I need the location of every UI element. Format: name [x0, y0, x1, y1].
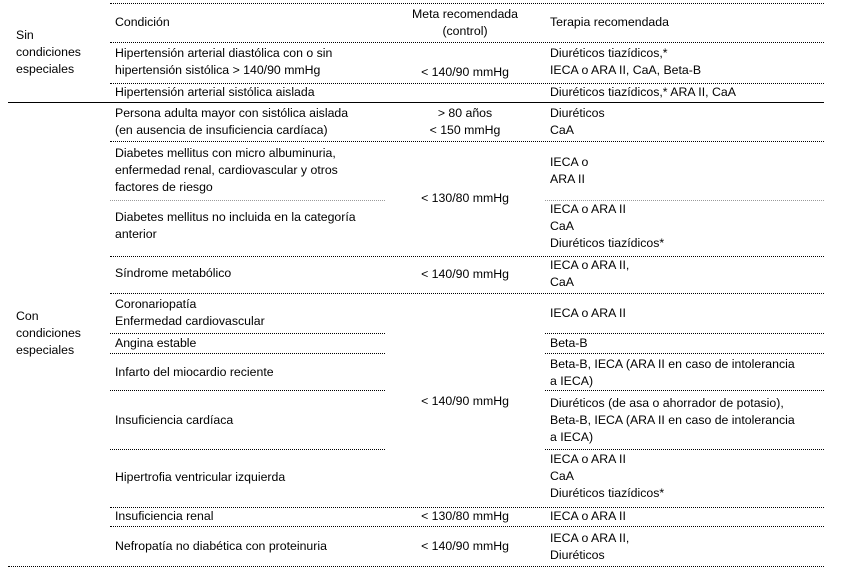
row-rule: [110, 141, 824, 142]
goal-cell: < 130/80 mmHg: [421, 509, 509, 523]
condition-cell: Diabetes mellitus con micro albuminuria, enfermedad renal, cardiovascular y otros factores de riesgo: [115, 146, 338, 194]
top-rule: [110, 3, 824, 4]
header-goal: Meta recomendada (control): [412, 7, 518, 38]
therapy-cell: IECA o ARA II CaA Diuréticos tiazídicos*: [550, 202, 665, 250]
therapy-cell: Beta-B, IECA (ARA II en caso de intolerancia a IECA): [550, 357, 795, 388]
group-divider: [8, 102, 824, 103]
condition-cell: Angina estable: [115, 336, 197, 350]
row-rule: [110, 353, 385, 354]
group-label-without: Sin condiciones especiales: [16, 28, 81, 76]
row-rule: [545, 353, 824, 354]
condition-cell: Insuficiencia cardíaca: [115, 413, 234, 427]
therapy-cell: IECA o ARA II: [550, 509, 626, 523]
row-rule: [110, 293, 824, 294]
goal-cell: > 80 años < 150 mmHg: [429, 106, 501, 137]
condition-cell: Insuficiencia renal: [115, 509, 214, 523]
therapy-cell: Diuréticos tiazídicos,* ARA II, CaA: [550, 85, 736, 99]
therapy-cell: IECA o ARA II, CaA: [550, 258, 630, 289]
row-rule: [110, 449, 385, 450]
condition-cell: Hipertensión arterial diastólica con o sin hipertensión sistólica > 140/90 mmHg: [115, 46, 333, 77]
header-therapy: Terapia recomendada: [550, 15, 669, 29]
goal-cell: < 140/90 mmHg: [421, 65, 509, 79]
header-condition: Condición: [115, 15, 170, 29]
therapy-cell: Diuréticos tiazídicos,* IECA o ARA II, CaA, Beta-B: [550, 46, 702, 77]
row-rule: [110, 200, 385, 201]
condition-cell: Hipertensión arterial sistólica aislada: [115, 85, 315, 99]
therapy-cell: Diuréticos (de asa o ahorrador de potasio), Beta-B, IECA (ARA II en caso de intolerancia a IECA): [550, 396, 795, 444]
condition-cell: Hipertrofia ventricular izquierda: [115, 470, 286, 484]
group-label-with: Con condiciones especiales: [16, 309, 81, 357]
goal-cell: < 140/90 mmHg: [421, 394, 509, 408]
therapy-cell: IECA o ARA II CaA Diuréticos tiazídicos*: [550, 452, 665, 500]
condition-cell: Coronariopatía Enfermedad cardiovascular: [115, 297, 265, 328]
therapy-cell: IECA o ARA II, Diuréticos: [550, 531, 630, 562]
row-rule: [110, 333, 385, 334]
goal-cell: < 130/80 mmHg: [421, 191, 509, 205]
row-rule: [110, 256, 824, 257]
therapy-cell: IECA o ARA II: [550, 155, 589, 186]
header-rule: [110, 42, 824, 43]
condition-cell: Persona adulta mayor con sistólica aislada (en ausencia de insuficiencia cardíaca): [115, 106, 349, 137]
bottom-rule: [8, 566, 824, 567]
therapy-cell: Beta-B: [550, 336, 588, 350]
goal-cell: < 140/90 mmHg: [421, 267, 509, 281]
condition-cell: Síndrome metabólico: [115, 266, 232, 280]
condition-cell: Diabetes mellitus no incluida en la categoría anterior: [115, 210, 356, 241]
row-rule: [110, 390, 385, 391]
row-rule: [110, 526, 824, 527]
therapy-cell: IECA o ARA II: [550, 306, 626, 320]
condition-cell: Nefropatía no diabética con proteinuria: [115, 539, 327, 553]
row-rule: [545, 333, 824, 334]
row-rule: [545, 390, 824, 391]
row-rule: [545, 449, 824, 450]
therapy-cell: Diuréticos CaA: [550, 106, 605, 137]
goal-cell: < 140/90 mmHg: [421, 539, 509, 553]
condition-cell: Infarto del miocardio reciente: [115, 365, 274, 379]
